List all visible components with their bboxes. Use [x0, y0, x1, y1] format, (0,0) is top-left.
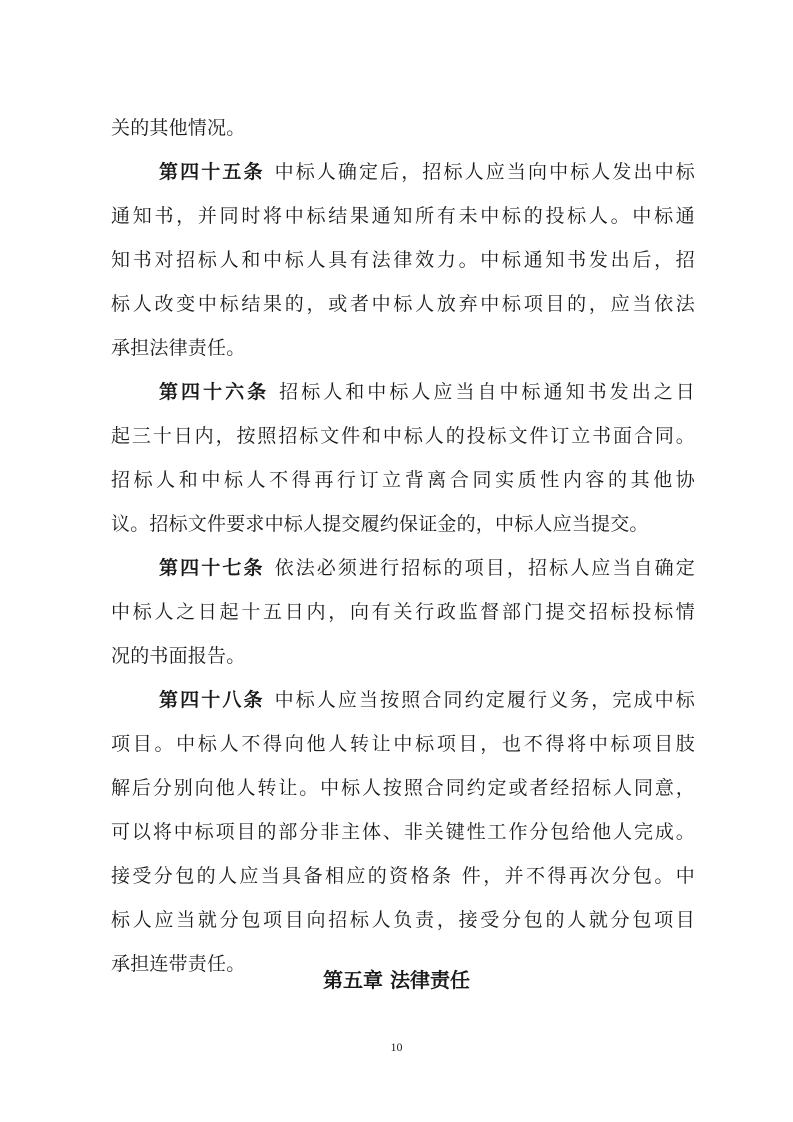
article-number: 第四十七条: [159, 557, 265, 579]
text-line: [111, 284, 695, 324]
text-line: [111, 504, 695, 544]
line-text: 招标人和中标人不得再行订立背离合同实质性内容的其他协: [111, 469, 695, 491]
article-number: 第四十八条: [159, 689, 265, 711]
text-line: [111, 416, 695, 456]
article-47-first-line: [159, 548, 695, 588]
line-text: 关的其他情况。: [111, 117, 246, 139]
text-line: [111, 900, 695, 940]
line-text: 接受分包的人应当具备相应的资格条 件，并不得再次分包。中: [111, 865, 695, 887]
line-text: 承担连带责任。: [111, 953, 246, 975]
line-text: 中标人之日起十五日内，向有关行政监督部门提交招标投标情: [111, 601, 695, 623]
line-text: 招标人和中标人应当自中标通知书发出之日: [279, 381, 695, 403]
line-text: 中标人确定后，招标人应当向中标人发出中标: [274, 161, 695, 183]
page-number: 10: [390, 1040, 403, 1054]
text-line: [111, 592, 695, 632]
line-text: 解后分别向他人转让。中标人按照合同约定或者经招标人同意，: [111, 777, 695, 799]
line-text: 依法必须进行招标的项目，招标人应当自确定: [274, 557, 695, 579]
text-line: [111, 768, 695, 808]
text-line: [111, 812, 695, 852]
text-line: [111, 108, 695, 148]
text-line: [111, 240, 695, 280]
line-text: 中标人应当按照合同约定履行义务，完成中标: [274, 689, 695, 711]
article-45-first-line: [159, 152, 695, 192]
line-text: 标人改变中标结果的，或者中标人放弃中标项目的，应当依法: [111, 293, 695, 315]
line-text: 通知书，并同时将中标结果通知所有未中标的投标人。中标通: [111, 205, 695, 227]
text-line: [111, 460, 695, 500]
text-line: [111, 636, 695, 676]
text-line: [111, 328, 695, 368]
article-number: 第四十六条: [159, 381, 270, 403]
article-number: 第四十五条: [159, 161, 265, 183]
line-text: 起三十日内，按照招标文件和中标人的投标文件订立书面合同。: [111, 425, 695, 447]
text-line: [111, 196, 695, 236]
text-line: [111, 856, 695, 896]
line-text: 承担法律责任。: [111, 337, 246, 359]
line-text: 项目。中标人不得向他人转让中标项目，也不得将中标项目肢: [111, 733, 695, 755]
line-text: 议。招标文件要求中标人提交履约保证金的，中标人应当提交。: [111, 513, 649, 535]
line-text: 况的书面报告。: [111, 645, 246, 667]
article-48-first-line: [159, 680, 695, 720]
chapter-heading: 第五章 法律责任: [323, 968, 470, 992]
line-text: 可以将中标项目的部分非主体、非关键性工作分包给他人完成。: [111, 821, 695, 843]
article-46-first-line: [159, 372, 695, 412]
text-line: [111, 724, 695, 764]
line-text: 标人应当就分包项目向招标人负责，接受分包的人就分包项目: [111, 909, 695, 931]
line-text: 知书对招标人和中标人具有法律效力。中标通知书发出后，招: [111, 249, 695, 271]
